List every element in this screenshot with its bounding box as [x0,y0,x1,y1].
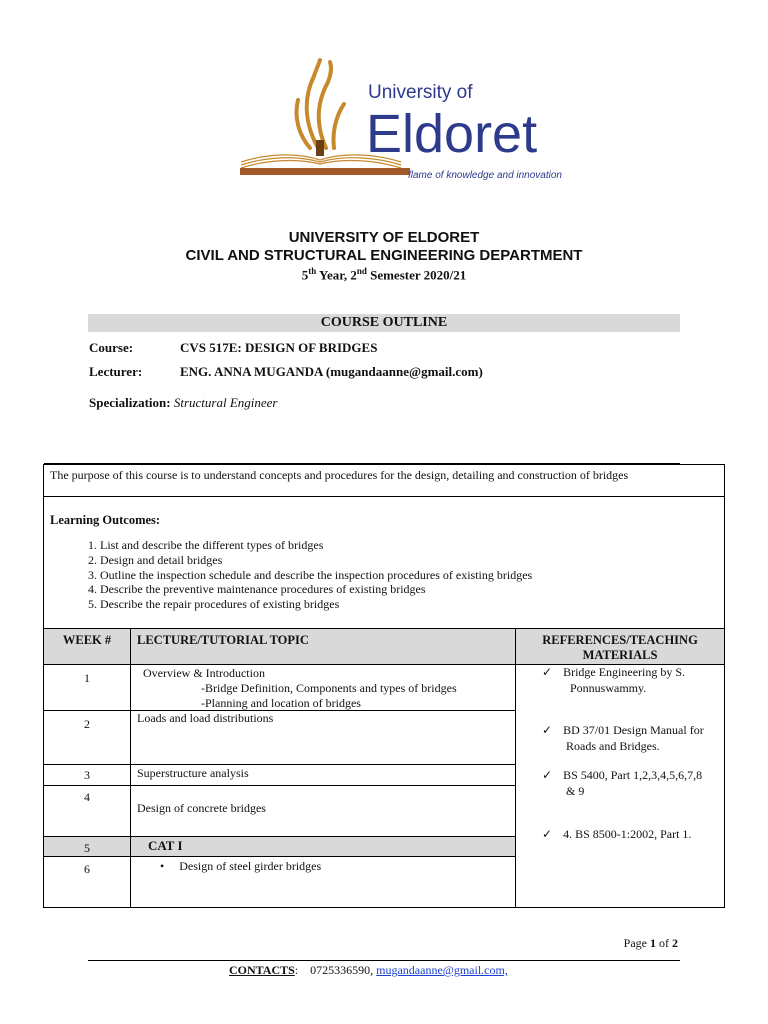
topic-text: Overview & Introduction [143,666,265,680]
table-row-week: 2 [43,710,131,765]
year-number: 5 [301,267,309,283]
contact-phone: 0725336590, [310,963,377,977]
reference-item [542,826,722,842]
topic-subitem: -Planning and location of bridges [201,696,361,710]
year-word: Year, 2 [316,267,357,283]
course-value: CVS 517E: DESIGN OF BRIDGES [180,340,378,355]
course-label: Course: [89,340,134,355]
check-icon: ✓ [542,768,553,782]
reference-text: BD 37/01 Design Manual for [563,723,704,737]
reference-text: BS 5400, Part 1,2,3,4,5,6,7,8 [563,768,703,782]
reference-item [542,722,722,754]
page-label: Page [623,936,650,950]
table-row-week: 1 [43,664,131,711]
page-number [624,936,678,951]
references-header [515,628,725,665]
check-icon: ✓ [542,665,553,679]
footer-divider [88,960,680,961]
university-logo [236,56,562,186]
learning-outcomes-title: Learning Outcomes: [50,513,161,527]
table-row-week: 6 [43,856,131,908]
reference-text: Ponnuswammy. [570,681,647,695]
check-icon: ✓ [542,827,553,841]
reference-text: Bridge Engineering by S. [563,665,686,679]
outcomes-list [50,538,718,612]
table-row-week: 4 [43,785,131,837]
contact-email-link[interactable]: mugandaanne@gmail.com, [376,963,508,977]
table-row-topic: Loads and load distributions [130,710,516,765]
page-total: 2 [672,936,678,950]
reference-text: Roads and Bridges. [566,739,660,753]
year-suffix: th [308,266,317,276]
purpose-statement: The purpose of this course is to understand concepts and procedures for the design, detailing and construction of bridges [43,464,725,497]
course-outline-title: COURSE OUTLINE [88,314,680,332]
logo-line2: Eldoret [366,104,538,164]
university-heading: UNIVERSITY OF ELDORET [288,229,480,246]
table-row-topic: Superstructure analysis [130,764,516,786]
contacts-label: CONTACTS [229,963,295,977]
year-semester-heading [0,266,768,283]
list-item: 2. Design and detail bridges [100,553,718,568]
list-item: 3. Outline the inspection schedule and describe the inspection procedures of existing bridges [100,568,718,583]
check-icon: ✓ [542,723,553,737]
table-row-topic: Design of concrete bridges [130,785,516,837]
specialization [89,395,278,411]
topic-header: LECTURE/TUTORIAL TOPIC [130,628,516,665]
reference-text: & 9 [566,784,585,798]
lecturer-value: ENG. ANNA MUGANDA (mugandaanne@gmail.com) [180,364,483,379]
specialization-label: Specialization: [89,395,171,410]
references-header-line2: MATERIALS [582,648,658,662]
topic-text: Design of steel girder bridges [179,859,322,873]
table-row-week: 3 [43,764,131,786]
table-row-topic: CAT I [130,836,516,857]
list-item: 4. Describe the preventive maintenance procedures of existing bridges [100,582,718,597]
department-heading: CIVIL AND STRUCTURAL ENGINEERING DEPARTMENT [185,247,583,264]
list-item: 1. List and describe the different types of bridges [100,538,718,553]
reference-item [542,664,717,696]
lecturer-label: Lecturer: [89,364,143,379]
table-row-topic [130,856,516,908]
week-header: WEEK # [43,628,131,665]
table-row-topic [130,664,516,711]
semester-rest: Semester 2020/21 [366,267,467,283]
flame-icon [297,60,345,148]
topic-subitem: -Bridge Definition, Components and types of bridges [201,681,457,695]
bullet-icon: • [160,859,165,873]
logo-line1: University of [368,82,473,103]
contacts-colon: : [294,963,299,977]
table-row-week: 5 [43,836,131,857]
logo-tagline: flame of knowledge and innovation [408,170,562,181]
reference-item [542,767,722,799]
page-current: 1 [650,936,656,950]
learning-outcomes [43,496,725,629]
specialization-value: Structural Engineer [173,395,278,410]
references-header-line1: REFERENCES/TEACHING [542,633,698,647]
list-item: 5. Describe the repair procedures of existing bridges [100,597,718,612]
reference-text: 4. BS 8500-1:2002, Part 1. [563,827,692,841]
page-of: of [656,936,672,950]
contacts-line [229,963,508,978]
semester-suffix: nd [356,266,367,276]
